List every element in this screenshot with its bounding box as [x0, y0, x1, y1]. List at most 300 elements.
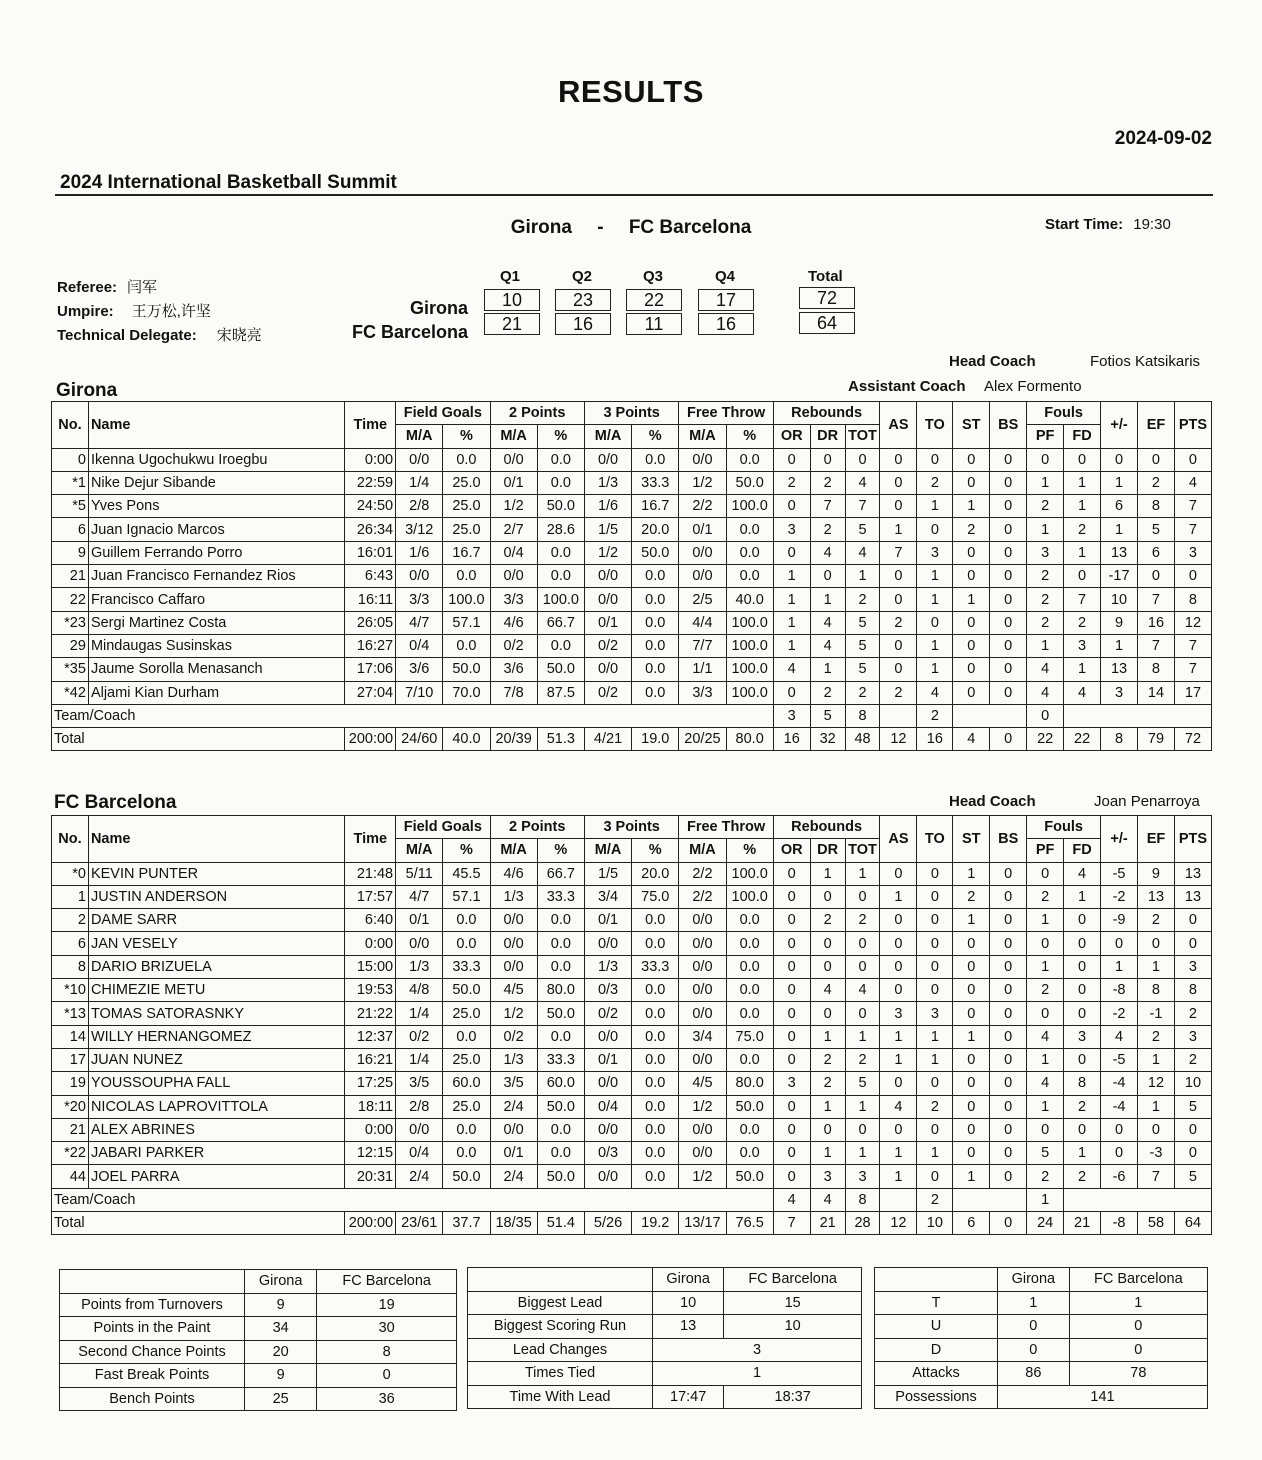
stat-cell: 80.0	[726, 1072, 773, 1095]
stat-cell: 1	[917, 634, 953, 657]
header-pts: PTS	[1174, 816, 1211, 863]
stat-cell: 1	[953, 495, 990, 518]
q3-label: Q3	[643, 268, 664, 285]
stat-cell: 4	[1027, 658, 1064, 681]
stat-cell: 0/3	[584, 979, 631, 1002]
stat-cell: 0	[773, 955, 810, 978]
total-stat: 4	[953, 728, 990, 751]
player-name: NICOLAS LAPROVITTOLA	[88, 1095, 345, 1118]
stat-cell: 0.0	[726, 448, 773, 471]
q4-label: Q4	[715, 268, 736, 285]
summary-possession-table	[874, 1267, 1208, 1409]
stat-cell: 0	[773, 1165, 810, 1188]
total-stat: 16	[773, 728, 810, 751]
away-q1-score: 21	[484, 313, 540, 335]
stat-cell: 0	[990, 862, 1027, 885]
stat-cell: 0	[990, 1048, 1027, 1071]
total-stat: 24	[1027, 1212, 1064, 1235]
stat-cell: 0	[773, 909, 810, 932]
player-row	[52, 611, 1212, 634]
stat-cell: -2	[1101, 1002, 1138, 1025]
summary-label: Second Chance Points	[60, 1340, 245, 1364]
stat-cell: 25.0	[443, 1002, 490, 1025]
subheader-tot: TOT	[845, 425, 880, 448]
stat-cell: 2	[1027, 588, 1064, 611]
stat-cell: 3/3	[490, 588, 537, 611]
stat-cell: 4/7	[396, 885, 443, 908]
home-q2-score: 23	[555, 289, 611, 311]
stat-cell: 0.0	[537, 955, 584, 978]
stat-cell: 8	[1138, 979, 1175, 1002]
stat-cell: 0	[917, 885, 953, 908]
total-stat: 37.7	[443, 1212, 490, 1235]
player-number: *1	[52, 471, 89, 494]
stat-cell: 2/4	[490, 1095, 537, 1118]
stat-cell: 1/2	[679, 1165, 726, 1188]
stat-cell: 0/3	[584, 1142, 631, 1165]
player-row	[52, 541, 1212, 564]
stat-cell: 0	[990, 932, 1027, 955]
stat-cell: 1	[953, 588, 990, 611]
stat-cell: 7/10	[396, 681, 443, 704]
stat-cell: 2/7	[490, 518, 537, 541]
stat-cell: 0	[773, 448, 810, 471]
stat-cell: 1	[917, 495, 953, 518]
stat-cell: 0	[917, 862, 953, 885]
stat-cell: 33.3	[632, 471, 679, 494]
stat-cell: 0/0	[679, 909, 726, 932]
stat-cell: 0	[880, 495, 917, 518]
stat-cell: 40.0	[726, 588, 773, 611]
header-field-goals: Field Goals	[396, 816, 490, 839]
player-time: 16:21	[345, 1048, 396, 1071]
player-row	[52, 955, 1212, 978]
stat-cell: 13	[1174, 862, 1211, 885]
header-ef: EF	[1138, 816, 1175, 863]
stat-cell: 0	[1138, 1118, 1175, 1141]
summary-label: Lead Changes	[468, 1338, 653, 1362]
stat-cell: 0	[953, 658, 990, 681]
stat-cell: 0/0	[584, 658, 631, 681]
start-time	[1045, 216, 1171, 233]
stat-cell: 87.5	[537, 681, 584, 704]
summary-value-barcelona: 15	[724, 1291, 862, 1315]
stat-cell: 1	[1064, 495, 1101, 518]
summary-header-row	[875, 1268, 1208, 1292]
stat-cell: 0	[990, 448, 1027, 471]
stat-cell: 0/0	[679, 1002, 726, 1025]
player-time: 17:25	[345, 1072, 396, 1095]
player-time: 22:59	[345, 471, 396, 494]
subheader-ma: M/A	[584, 839, 631, 862]
stat-cell: 0/0	[679, 565, 726, 588]
summary-value-barcelona: 19	[317, 1293, 457, 1317]
stat-cell: 4	[773, 658, 810, 681]
officials	[57, 276, 262, 348]
stat-cell: 0	[990, 495, 1027, 518]
player-row	[52, 1025, 1212, 1048]
total-stat: 20/39	[490, 728, 537, 751]
stat-cell: 0.0	[726, 979, 773, 1002]
player-number: *22	[52, 1142, 89, 1165]
stat-cell: 0.0	[632, 1165, 679, 1188]
stat-cell: 70.0	[443, 681, 490, 704]
stat-cell: 0	[953, 1118, 990, 1141]
stat-cell: 100.0	[726, 611, 773, 634]
stat-cell: 0	[773, 1118, 810, 1141]
player-row	[52, 518, 1212, 541]
stat-cell: 1	[1101, 518, 1138, 541]
stat-cell: 7	[1174, 634, 1211, 657]
stat-cell: 1	[1064, 1142, 1101, 1165]
stat-cell: 0/0	[584, 565, 631, 588]
summary-value: 141	[998, 1385, 1208, 1409]
stat-cell: 1	[845, 1025, 880, 1048]
player-name: JAN VESELY	[88, 932, 345, 955]
stat-cell: 17	[1174, 681, 1211, 704]
stat-cell: 0.0	[726, 518, 773, 541]
total-stat: 51.4	[537, 1212, 584, 1235]
stat-cell: 57.1	[443, 885, 490, 908]
stat-cell: 0.0	[726, 1118, 773, 1141]
stat-cell: 0.0	[632, 681, 679, 704]
total-stat: 76.5	[726, 1212, 773, 1235]
stat-cell: 2	[1027, 611, 1064, 634]
stat-cell: 3	[1064, 1025, 1101, 1048]
stat-cell: 7	[1174, 495, 1211, 518]
stat-cell: 3	[1174, 541, 1211, 564]
stat-cell: 0	[990, 634, 1027, 657]
total-stat: 21	[810, 1212, 845, 1235]
barcelona-box-score	[51, 815, 1212, 1235]
stat-cell: 25.0	[443, 1095, 490, 1118]
stat-cell: 13	[1101, 658, 1138, 681]
stat-cell: 4	[1027, 1072, 1064, 1095]
stat-cell: 0.0	[726, 1002, 773, 1025]
player-time: 26:34	[345, 518, 396, 541]
stat-cell: 1	[917, 565, 953, 588]
stat-cell: 0.0	[537, 909, 584, 932]
home-total-score: 72	[799, 287, 855, 309]
stat-cell: 0.0	[443, 1118, 490, 1141]
player-number: 0	[52, 448, 89, 471]
stat-cell: 1/2	[490, 1002, 537, 1025]
stat-cell: 0	[1027, 1002, 1064, 1025]
stat-cell: 0.0	[632, 1025, 679, 1048]
stat-cell: 0	[917, 1165, 953, 1188]
stat-cell: 0.0	[632, 588, 679, 611]
stat-cell: 66.7	[537, 862, 584, 885]
stat-cell: 2/5	[679, 588, 726, 611]
stat-cell: 2	[1027, 565, 1064, 588]
away-q2-score: 16	[555, 313, 611, 335]
header-3-points: 3 Points	[584, 402, 678, 425]
girona-box-score	[51, 401, 1212, 751]
stat-cell: 1	[810, 862, 845, 885]
stat-cell: 0.0	[537, 448, 584, 471]
summary-label: Biggest Scoring Run	[468, 1315, 653, 1339]
referee-row	[57, 276, 262, 300]
girona-head-coach: Fotios Katsikaris	[1090, 353, 1201, 370]
summary-value-girona: 25	[245, 1387, 317, 1411]
stat-cell: 7/7	[679, 634, 726, 657]
stat-cell: 0	[845, 1118, 880, 1141]
stat-cell: 3	[880, 1002, 917, 1025]
stat-cell: 75.0	[632, 885, 679, 908]
stat-cell: 25.0	[443, 518, 490, 541]
player-number: 9	[52, 541, 89, 564]
stat-cell: 0	[953, 1142, 990, 1165]
player-name: Ikenna Ugochukwu Iroegbu	[88, 448, 345, 471]
player-number: 19	[52, 1072, 89, 1095]
stat-cell: 0/4	[584, 1095, 631, 1118]
stat-cell: 0	[1064, 955, 1101, 978]
stat-cell: 1	[1138, 1048, 1175, 1071]
total-stat: 22	[1064, 728, 1101, 751]
stat-cell: 0	[990, 1002, 1027, 1025]
stat-cell: -6	[1101, 1165, 1138, 1188]
stat-cell: 4	[845, 541, 880, 564]
total-stat: 80.0	[726, 728, 773, 751]
player-name: Nike Dejur Sibande	[88, 471, 345, 494]
team-coach-as	[880, 1188, 917, 1211]
stat-cell: 1	[1064, 541, 1101, 564]
summary-value-barcelona: 8	[317, 1340, 457, 1364]
stat-cell: 0/0	[490, 932, 537, 955]
player-time: 12:37	[345, 1025, 396, 1048]
header-free-throw: Free Throw	[679, 402, 773, 425]
stat-cell: 0	[880, 565, 917, 588]
stat-cell: 5	[845, 1072, 880, 1095]
player-number: 8	[52, 955, 89, 978]
stat-cell: 0	[880, 1072, 917, 1095]
team-coach-st-bs	[953, 1188, 1027, 1211]
stat-cell: 0.0	[537, 932, 584, 955]
stat-cell: 4	[880, 1095, 917, 1118]
stat-cell: 0/0	[584, 932, 631, 955]
total-stat: 58	[1138, 1212, 1175, 1235]
stat-cell: 0.0	[726, 932, 773, 955]
stat-cell: 0	[953, 565, 990, 588]
away-q4-score: 16	[698, 313, 754, 335]
stat-cell: 1	[1027, 634, 1064, 657]
player-row	[52, 1002, 1212, 1025]
player-time: 18:11	[345, 1095, 396, 1118]
player-time: 20:31	[345, 1165, 396, 1188]
stat-cell: 2/2	[679, 885, 726, 908]
stat-cell: 1	[845, 565, 880, 588]
team-coach-label: Team/Coach	[52, 704, 345, 727]
stat-cell: 1	[917, 588, 953, 611]
stat-cell: 0	[1027, 448, 1064, 471]
player-name: KEVIN PUNTER	[88, 862, 345, 885]
header-st: ST	[953, 402, 990, 449]
umpire-name: 王万松,许坚	[131, 303, 211, 320]
header-rebounds: Rebounds	[773, 402, 880, 425]
stat-cell: 0/0	[584, 1072, 631, 1095]
team-coach-empty	[345, 704, 773, 727]
stat-cell: 0/0	[679, 1142, 726, 1165]
summary-value-girona: 20	[245, 1340, 317, 1364]
total-row	[52, 1212, 1212, 1235]
stat-cell: 2	[773, 471, 810, 494]
stat-cell: 0/0	[396, 448, 443, 471]
player-number: 21	[52, 1118, 89, 1141]
summary-label: Points from Turnovers	[60, 1293, 245, 1317]
player-time: 6:40	[345, 909, 396, 932]
stat-cell: 0	[1101, 1142, 1138, 1165]
stat-cell: 75.0	[726, 1025, 773, 1048]
player-number: *20	[52, 1095, 89, 1118]
stat-cell: 0	[810, 932, 845, 955]
stat-cell: 0	[953, 634, 990, 657]
player-number: 21	[52, 565, 89, 588]
team-coach-empty	[345, 1188, 773, 1211]
girona-assistant-coach-label: Assistant Coach	[848, 378, 966, 395]
player-name: JOEL PARRA	[88, 1165, 345, 1188]
away-total-score: 64	[799, 312, 855, 334]
subheader-ma: M/A	[679, 425, 726, 448]
stat-cell: 0.0	[537, 1142, 584, 1165]
total-stat: 19.2	[632, 1212, 679, 1235]
stat-cell: 3	[917, 541, 953, 564]
total-stat: 40.0	[443, 728, 490, 751]
stat-cell: 0/1	[584, 1048, 631, 1071]
stat-cell: 1/3	[490, 885, 537, 908]
total-time: 200:00	[345, 728, 396, 751]
summary-label: D	[875, 1338, 998, 1362]
stat-cell: 0	[953, 979, 990, 1002]
stat-cell: 3	[810, 1165, 845, 1188]
stat-cell: 1	[1027, 955, 1064, 978]
girona-team-name: Girona	[56, 380, 118, 401]
away-q3-score: 11	[626, 313, 682, 335]
player-row	[52, 565, 1212, 588]
stat-cell: 2	[1064, 1165, 1101, 1188]
stat-cell: 8	[1138, 658, 1175, 681]
stat-cell: 2	[845, 909, 880, 932]
player-row	[52, 495, 1212, 518]
stat-cell: 0	[1101, 932, 1138, 955]
header-bs: BS	[990, 402, 1027, 449]
player-row	[52, 658, 1212, 681]
summary-row	[60, 1387, 457, 1411]
player-time: 16:11	[345, 588, 396, 611]
stat-cell: 5	[1174, 1165, 1211, 1188]
stat-cell: 0.0	[537, 541, 584, 564]
stat-cell: 1	[1064, 658, 1101, 681]
summary-value-girona: 9	[245, 1364, 317, 1388]
player-name: JABARI PARKER	[88, 1142, 345, 1165]
stat-cell: 2	[1174, 1002, 1211, 1025]
summary-value-barcelona: 1	[1069, 1291, 1207, 1315]
header-plus-minus: +/-	[1101, 816, 1138, 863]
summary-value: 3	[653, 1338, 862, 1362]
player-row	[52, 1095, 1212, 1118]
stat-cell: 9	[1101, 611, 1138, 634]
barcelona-head-coach: Joan Penarroya	[1094, 793, 1200, 810]
stat-cell: 4/4	[679, 611, 726, 634]
summary-row	[875, 1291, 1208, 1315]
stat-cell: 0	[953, 1072, 990, 1095]
stat-cell: 0/0	[679, 448, 726, 471]
summary-value-barcelona: 0	[1069, 1338, 1207, 1362]
player-row	[52, 979, 1212, 1002]
player-time: 0:00	[345, 932, 396, 955]
stat-cell: 0	[880, 909, 917, 932]
stat-cell: 2	[845, 681, 880, 704]
stat-cell: 7	[1174, 518, 1211, 541]
player-time: 27:04	[345, 681, 396, 704]
subheader-ma: M/A	[584, 425, 631, 448]
header-rebounds: Rebounds	[773, 816, 880, 839]
player-name: Juan Francisco Fernandez Rios	[88, 565, 345, 588]
player-time: 6:43	[345, 565, 396, 588]
stat-cell: 0/4	[396, 634, 443, 657]
stat-cell: 50.0	[443, 658, 490, 681]
stat-cell: 0.0	[443, 1142, 490, 1165]
stat-cell: 50.0	[443, 979, 490, 1002]
stat-cell: 1	[1064, 471, 1101, 494]
total-stat: 48	[845, 728, 880, 751]
stat-cell: 3	[1174, 1025, 1211, 1048]
stat-cell: 3	[1174, 955, 1211, 978]
summary-header-row	[60, 1270, 457, 1294]
stat-cell: 1	[1138, 955, 1175, 978]
total-stat: 23/61	[396, 1212, 443, 1235]
stat-cell: 0.0	[632, 658, 679, 681]
player-name: Juan Ignacio Marcos	[88, 518, 345, 541]
stat-cell: 0/0	[584, 588, 631, 611]
stat-cell: 80.0	[537, 979, 584, 1002]
stat-cell: 0.0	[726, 955, 773, 978]
stat-cell: 50.0	[537, 495, 584, 518]
stat-cell: 1/3	[584, 955, 631, 978]
stat-cell: 0.0	[632, 1095, 679, 1118]
stat-cell: 33.3	[443, 955, 490, 978]
stat-cell: 0	[990, 1072, 1027, 1095]
stat-cell: 7	[1138, 588, 1175, 611]
summary-label: Possessions	[875, 1385, 998, 1409]
header-pts: PTS	[1174, 402, 1211, 449]
stat-cell: 0	[1101, 448, 1138, 471]
stat-cell: 3	[773, 1072, 810, 1095]
stat-cell: 13	[1101, 541, 1138, 564]
header-as: AS	[880, 402, 917, 449]
stat-cell: 10	[1101, 588, 1138, 611]
stat-cell: 0/2	[584, 634, 631, 657]
subheader-pct: %	[632, 839, 679, 862]
stat-cell: 0.0	[632, 1142, 679, 1165]
summary-value-girona: 9	[245, 1293, 317, 1317]
stat-cell: 0.0	[726, 541, 773, 564]
stat-cell: 0.0	[443, 909, 490, 932]
stat-cell: 0/0	[679, 1048, 726, 1071]
player-row	[52, 588, 1212, 611]
stat-cell: 0	[917, 448, 953, 471]
total-stat: 79	[1138, 728, 1175, 751]
stat-cell: 1	[1138, 1095, 1175, 1118]
player-row	[52, 1142, 1212, 1165]
stat-cell: 0/1	[490, 1142, 537, 1165]
stat-cell: 50.0	[537, 658, 584, 681]
stat-cell: 1	[810, 1142, 845, 1165]
stat-cell: 2	[1064, 611, 1101, 634]
summary-value-girona: 0	[998, 1338, 1070, 1362]
stat-cell: 1	[773, 588, 810, 611]
stat-cell: 1/1	[679, 658, 726, 681]
stat-cell: 28.6	[537, 518, 584, 541]
